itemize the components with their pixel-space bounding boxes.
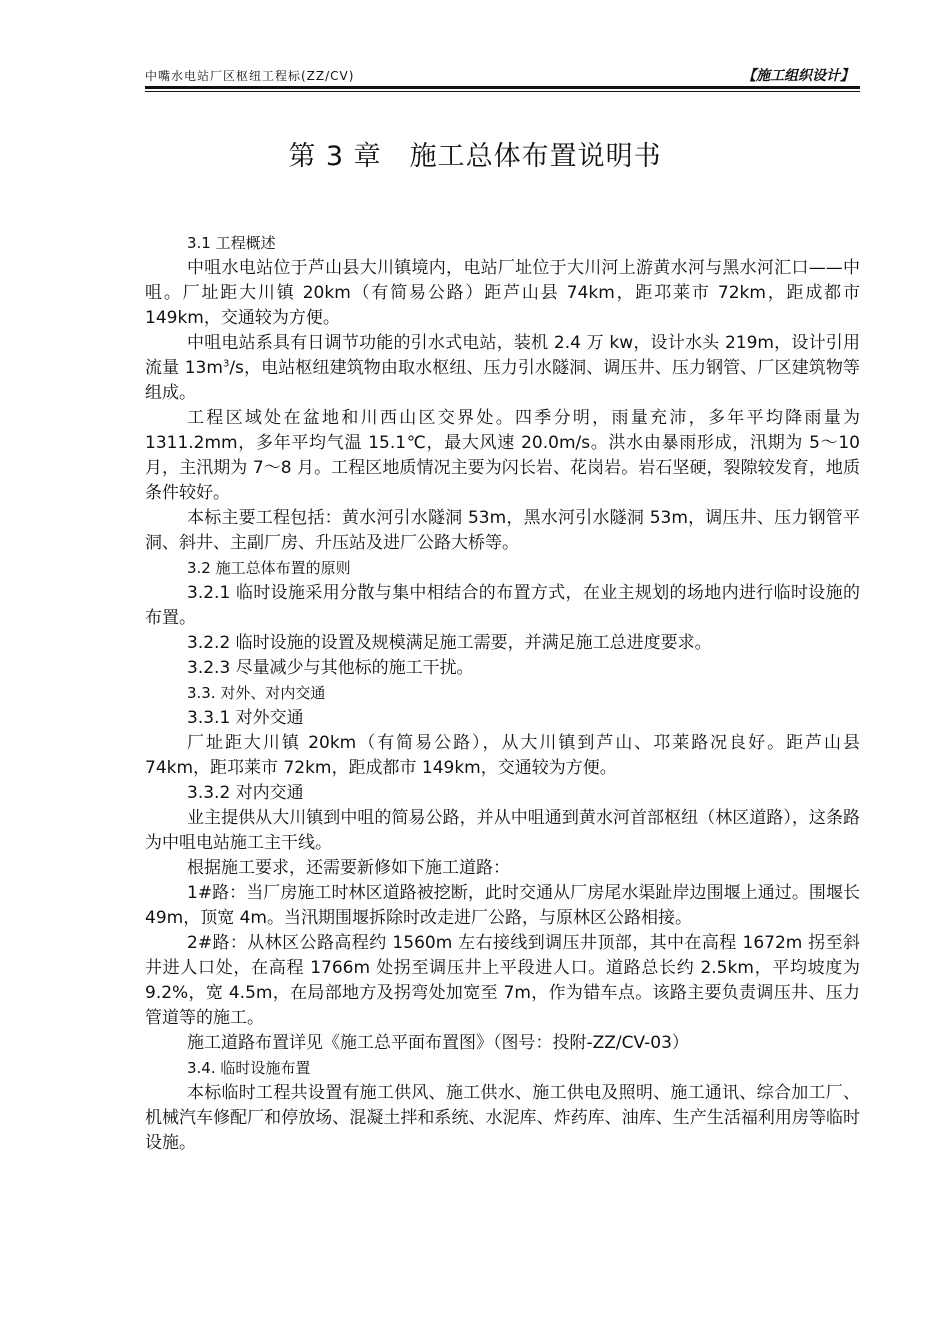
chapter-title: 第 3 章 施工总体布置说明书 bbox=[288, 141, 662, 172]
paragraph: 根据施工要求，还需要新修如下施工道路： bbox=[187, 858, 510, 878]
header-doc-type: 【施工组织设计】 bbox=[742, 68, 854, 84]
header-rule-thin bbox=[145, 91, 860, 92]
paragraph: 1#路：当厂房施工时林区道路被挖断，此时交通从厂房尾水渠趾岸边围堰上通过。围堰长 49m，顶宽 4m。当汛期围堰拆除时改走进厂公路，与原林区公路相接。 bbox=[145, 883, 860, 928]
subsection-heading-3-3-2: 3.3.2 对内交通 bbox=[187, 783, 304, 803]
subsection-heading-3-3-1: 3.3.1 对外交通 bbox=[187, 708, 304, 728]
paragraph: 3.2.1 临时设施采用分散与集中相结合的布置方式，在业主规划的场地内进行临时设施的布置。 bbox=[145, 583, 860, 628]
paragraph: 3.2.3 尽量减少与其他标的施工干扰。 bbox=[187, 658, 474, 678]
paragraph: 本标主要工程包括：黄水河引水隧洞 53m，黑水河引水隧洞 53m，调压井、压力钢管平洞、斜井、主副厂房、升压站及进厂公路大桥等。 bbox=[145, 508, 860, 553]
paragraph: 厂址距大川镇 20km（有简易公路），从大川镇到芦山、邛莱路况良好。距芦山县 74km，距邛莱市 72km，距成都市 149km，交通较为方便。 bbox=[145, 733, 860, 778]
section-heading-3-1: 3.1 工程概述 bbox=[187, 234, 276, 252]
header-rule-thick bbox=[145, 86, 860, 89]
paragraph: 工程区域处在盆地和川西山区交界处。四季分明，雨量充沛，多年平均降雨量为 1311.2mm，多年平均气温 15.1℃，最大风速 20.0m/s。洪水由暴雨形成，汛期为 5～10 月，主汛期为 7～8 月。工程区地质情况主要为闪长岩、花岗岩。岩石坚硬，裂隙较发育，地质条件较好。 bbox=[145, 408, 860, 503]
header-project-name: 中嘴水电站厂区枢纽工程标(ZZ/CV) bbox=[145, 69, 355, 83]
section-heading-3-4: 3.4. 临时设施布置 bbox=[187, 1059, 311, 1077]
paragraph: 3.2.2 临时设施的设置及规模满足施工需要，并满足施工总进度要求。 bbox=[187, 633, 712, 653]
section-heading-3-2: 3.2 施工总体布置的原则 bbox=[187, 559, 351, 577]
document-body bbox=[145, 231, 860, 1156]
page-header bbox=[145, 64, 860, 86]
paragraph: 业主提供从大川镇到中咀的简易公路，并从中咀通到黄水河首部枢纽（林区道路），这条路为中咀电站施工主干线。 bbox=[145, 808, 860, 853]
paragraph: 2#路：从林区公路高程约 1560m 左右接线到调压井顶部，其中在高程 1672m 拐至斜井进人口处，在高程 1766m 处拐至调压井上平段进人口。道路总长约 2.5km，平均坡度为 9.2%，宽 4.5m，在局部地方及拐弯处加宽至 7m，作为错车点。该路主要负责调压井、压力管道等的施工。 bbox=[145, 933, 860, 1028]
superscript: 3 bbox=[222, 358, 230, 370]
paragraph: 本标临时工程共设置有施工供风、施工供水、施工供电及照明、施工通讯、综合加工厂、机械汽车修配厂和停放场、混凝土拌和系统、水泥库、炸药库、油库、生产生活福利用房等临时设施。 bbox=[145, 1083, 860, 1153]
section-heading-3-3: 3.3. 对外、对内交通 bbox=[187, 684, 326, 702]
paragraph: 中咀电站系具有日调节功能的引水式电站，装机 2.4 万 kw，设计水头 219m，设计引用流量 $13m^3/s$，电站枢纽建筑物由取水枢纽、压力引水隧洞、调压井、压力钢管、厂区建筑物等组成。 bbox=[145, 333, 860, 403]
paragraph: 中咀水电站位于芦山县大川镇境内，电站厂址位于大川河上游黄水河与黑水河汇口——中咀。厂址距大川镇 20km（有简易公路）距芦山县 74km，距邛莱市 72km，距成都市 149km，交通较为方便。 bbox=[145, 258, 860, 328]
paragraph: 施工道路布置详见《施工总平面布置图》（图号：投附-ZZ/CV-03） bbox=[187, 1033, 689, 1053]
